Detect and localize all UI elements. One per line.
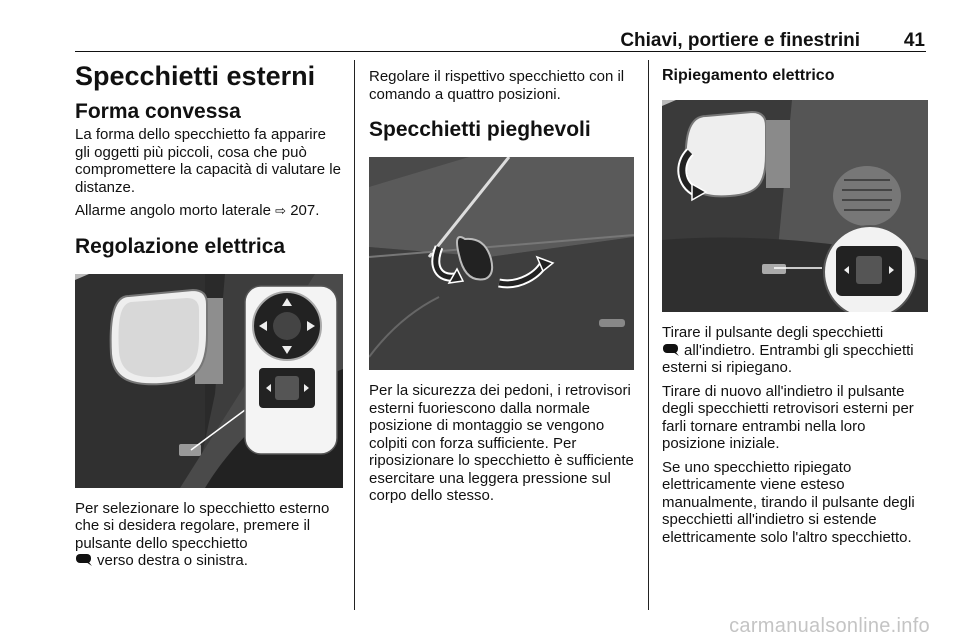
- pull-text-main: Tirare il pulsante degli specchietti: [662, 324, 884, 341]
- pull-text-end: all'indietro. Entrambi gli specchietti esterni si ripiegano.: [662, 341, 914, 376]
- section-title: Specchietti esterni: [75, 61, 316, 91]
- chapter-title: Chiavi, portiere e finestrini: [620, 30, 860, 51]
- reference-arrow-icon: ⇨: [275, 203, 287, 218]
- pull-text: [662, 324, 928, 377]
- column-divider-1: [354, 60, 355, 610]
- mirror-button-icon: [75, 553, 94, 567]
- column-1: [75, 58, 343, 576]
- folding-heading: Specchietti pieghevoli: [369, 118, 591, 141]
- manual-extend-text: Se uno specchietto ripiegato elettricamente viene esteso manualmente, tirando il pulsante degli specchietti all'indietro si estende elettricamente solo l'altro specchietto.: [662, 458, 915, 546]
- electric-fold-heading: Ripiegamento elettrico: [662, 67, 835, 84]
- blind-spot-ref[interactable]: 207.: [290, 202, 320, 219]
- adjust-text: Regolare il rispettivo specchietto con il comando a quattro posizioni.: [369, 68, 625, 103]
- select-text-end: verso destra o sinistra.: [97, 552, 248, 569]
- pull-again-text: Tirare di nuovo all'indietro il pulsante degli specchietti retrovisori esterni per farli tornare entrambi nella loro posizione iniziale.: [662, 382, 914, 452]
- safety-text: Per la sicurezza dei pedoni, i retrovisori esterni fuoriescono dalla normale posizione di montaggio se vengono colpiti con forza sufficiente. Per riposizionare lo specchietto è sufficiente esercitare una leggera pressione sul corpo dello stesso.: [369, 382, 634, 504]
- convex-text: La forma dello specchietto fa apparire gli oggetti più piccoli, cosa che può compromettere la capacità di valutare le distanze.: [75, 126, 341, 196]
- mirror-button-icon: [662, 343, 681, 357]
- select-text-main: Per selezionare lo specchietto esterno che si desidera regolare, premere il pulsante dello specchietto: [75, 499, 330, 552]
- door-panel-illustration: [662, 100, 928, 312]
- page-number: 41: [903, 30, 925, 51]
- column-3: [662, 58, 928, 552]
- watermark: carmanualsonline.info: [729, 615, 930, 637]
- electric-heading: Regolazione elettrica: [75, 234, 286, 258]
- blind-spot-label: Allarme angolo morto laterale: [75, 202, 271, 219]
- select-mirror-text: [75, 500, 343, 570]
- column-2: [369, 58, 634, 511]
- blind-spot-text: [75, 202, 343, 220]
- column-divider-2: [648, 60, 649, 610]
- header-divider: [75, 51, 926, 52]
- convex-heading: Forma convessa: [75, 100, 241, 123]
- folding-mirror-illustration: [369, 157, 634, 370]
- mirror-adjust-illustration: [75, 274, 343, 488]
